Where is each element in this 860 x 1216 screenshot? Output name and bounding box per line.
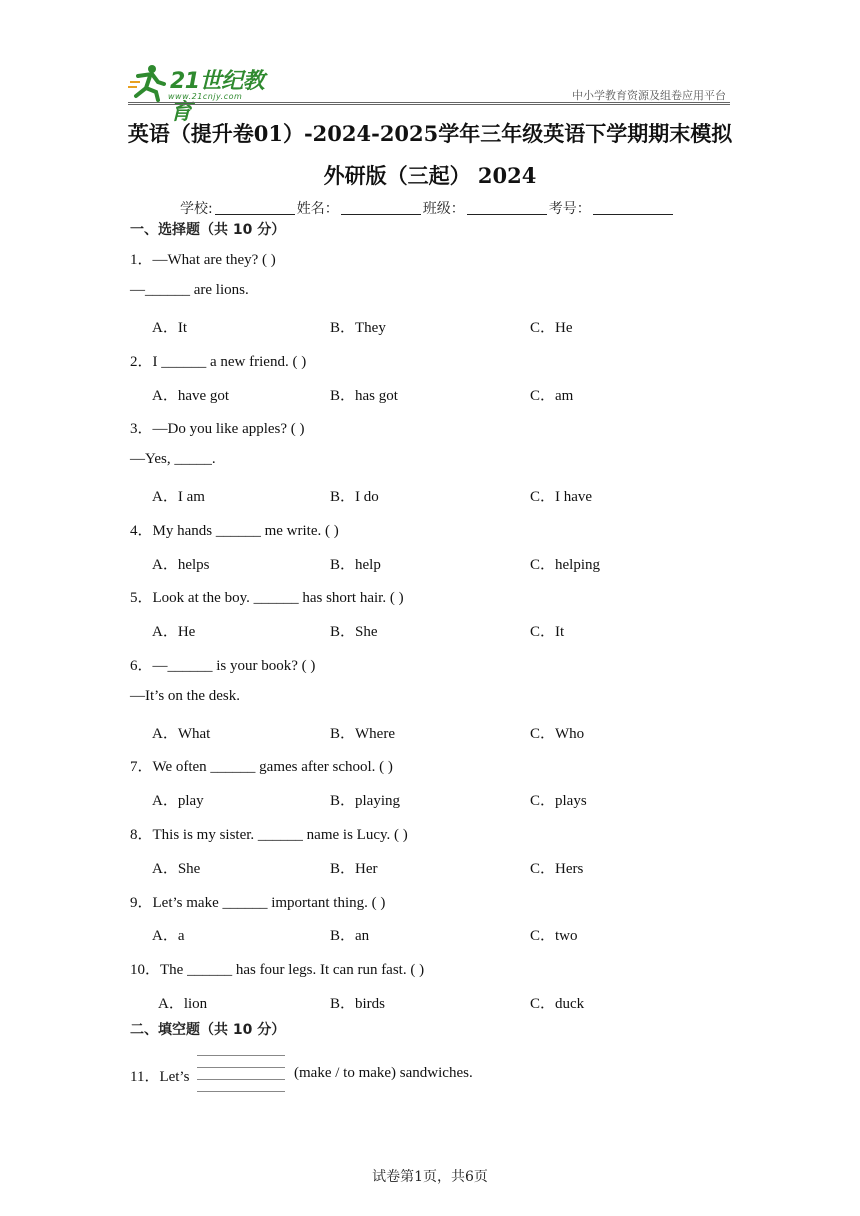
section-heading-fill: 二、填空题（共 10 分）	[130, 1022, 286, 1038]
header-divider	[128, 102, 730, 103]
question-6-extra: —It’s on the desk.	[130, 688, 240, 704]
q5-option-a[interactable]: A．He	[152, 624, 196, 640]
q7-option-c[interactable]: C．plays	[530, 793, 587, 809]
name-field[interactable]	[341, 200, 421, 215]
question-4: 4．My hands ______ me write. ( )	[130, 523, 339, 539]
question-2: 2．I ______ a new friend. ( )	[130, 354, 307, 370]
q1-option-a[interactable]: A．It	[152, 320, 187, 336]
q4-option-b[interactable]: B．help	[330, 557, 381, 573]
exam-title-line-1: 英语（提升卷01）-2024-2025学年三年级英语下学期期末模拟	[127, 121, 733, 146]
question-3: 3．—Do you like apples? ( )	[130, 421, 305, 437]
q5-option-c[interactable]: C．It	[530, 624, 565, 640]
q6-option-c[interactable]: C．Who	[530, 726, 585, 742]
site-logo	[128, 62, 278, 125]
q7-option-b[interactable]: B．playing	[330, 793, 400, 809]
q10-option-b[interactable]: B．birds	[330, 996, 386, 1012]
question-8: 8．This is my sister. ______ name is Lucy. ( )	[130, 827, 408, 843]
question-1: 1．—What are they? ( )	[130, 252, 276, 268]
class-label: 班级：	[422, 201, 465, 217]
q1-option-b[interactable]: B．They	[330, 320, 386, 336]
q9-option-a[interactable]: A．a	[152, 928, 185, 944]
class-field[interactable]	[467, 200, 547, 215]
school-label: 学校:	[180, 201, 213, 217]
platform-name: 中小学教育资源及组卷应用平台	[572, 89, 726, 102]
q3-option-a[interactable]: A．I am	[152, 489, 205, 505]
runner-logo-icon	[128, 62, 168, 102]
q1-option-c[interactable]: C．He	[530, 320, 573, 336]
q10-option-c[interactable]: C．duck	[530, 996, 585, 1012]
q2-option-a[interactable]: A．have got	[152, 388, 230, 404]
question-11-prefix: 11．Let’s	[130, 1069, 190, 1085]
q9-option-b[interactable]: B．an	[330, 928, 370, 944]
logo-text: 21世纪教育	[170, 69, 265, 125]
page-footer: 试卷第1页，共6页	[372, 1169, 488, 1185]
q10-option-a[interactable]: A．lion	[158, 996, 208, 1012]
q11-answer-line-3[interactable]	[197, 1079, 285, 1080]
name-label: 姓名：	[296, 201, 339, 217]
question-9: 9．Let’s make ______ important thing. ( )	[130, 895, 386, 911]
question-11-suffix: (make / to make) sandwiches.	[294, 1065, 473, 1081]
q8-option-c[interactable]: C．Hers	[530, 861, 584, 877]
q3-option-b[interactable]: B．I do	[330, 489, 379, 505]
q11-answer-line-2[interactable]	[197, 1067, 285, 1068]
q2-option-c[interactable]: C．am	[530, 388, 574, 404]
q8-option-a[interactable]: A．She	[152, 861, 201, 877]
q3-option-c[interactable]: C．I have	[530, 489, 593, 505]
q5-option-b[interactable]: B．She	[330, 624, 378, 640]
q6-option-b[interactable]: B．Where	[330, 726, 395, 742]
q11-answer-line-4[interactable]	[197, 1091, 285, 1092]
question-5: 5．Look at the boy. ______ has short hair. ( )	[130, 590, 404, 606]
q8-option-b[interactable]: B．Her	[330, 861, 378, 877]
question-10: 10．The ______ has four legs. It can run fast. ( )	[130, 962, 425, 978]
question-3-extra: —Yes, _____.	[130, 451, 216, 467]
q9-option-c[interactable]: C．two	[530, 928, 578, 944]
section-heading-choice: 一、选择题（共 10 分）	[130, 222, 286, 238]
q4-option-a[interactable]: A．helps	[152, 557, 210, 573]
question-6: 6．—______ is your book? ( )	[130, 658, 316, 674]
q11-answer-line-1[interactable]	[197, 1055, 285, 1056]
q7-option-a[interactable]: A．play	[152, 793, 204, 809]
exam-no-label: 考号：	[548, 201, 591, 217]
q2-option-b[interactable]: B．has got	[330, 388, 398, 404]
question-7: 7．We often ______ games after school. ( )	[130, 759, 393, 775]
exam-no-field[interactable]	[593, 200, 673, 215]
header-divider-2	[128, 104, 730, 105]
exam-title-line-2: 外研版（三起） 2024	[323, 163, 537, 188]
school-field[interactable]	[215, 200, 295, 215]
logo-url: www.21cnjy.com	[168, 92, 243, 101]
student-info-row	[180, 198, 675, 218]
question-1-extra: —______ are lions.	[130, 282, 249, 298]
q4-option-c[interactable]: C．helping	[530, 557, 600, 573]
q6-option-a[interactable]: A．What	[152, 726, 211, 742]
